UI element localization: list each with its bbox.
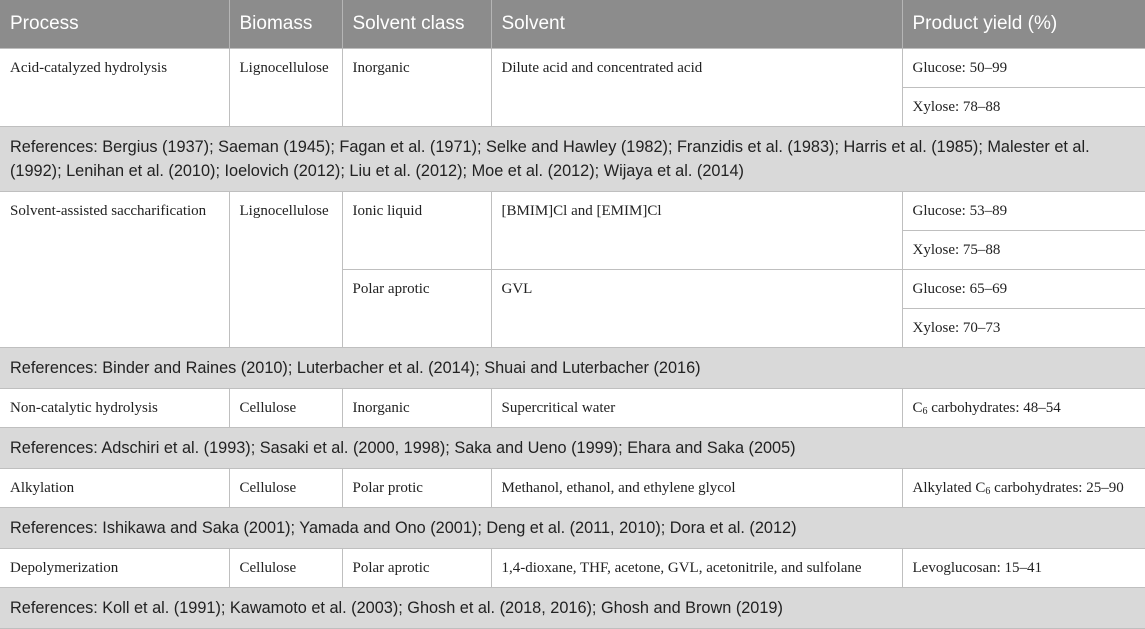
process-cell: Acid-catalyzed hydrolysis (0, 49, 229, 127)
yield-subscript: 6 (985, 486, 991, 497)
references-cell: References: Bergius (1937); Saeman (1945); Fagan et al. (1971); Selke and Hawley (1982); Franzidis et al. (1983); Harris et al. (1985); Malester et al. (1992); Lenihan et al. (2010); Ioelovich (2012); Liu et al. (2012); Moe et al. (2012); Wijaya et al. (2014) (0, 127, 1145, 192)
header-biomass: Biomass (229, 0, 342, 49)
references-cell: References: Binder and Raines (2010); Luterbacher et al. (2014); Shuai and Luterbacher (2016) (0, 348, 1145, 389)
solvent-class-cell: Ionic liquid (342, 192, 491, 270)
process-cell: Solvent-assisted saccharification (0, 192, 229, 348)
process-cell: Alkylation (0, 469, 229, 508)
table-row (0, 549, 1145, 588)
yield-cell: Glucose: 65–69 (902, 270, 1145, 309)
yield-cell (902, 469, 1145, 508)
solvent-class-cell: Polar aprotic (342, 270, 491, 348)
references-row (0, 588, 1145, 629)
header-solvent-class: Solvent class (342, 0, 491, 49)
process-cell: Depolymerization (0, 549, 229, 588)
header-process: Process (0, 0, 229, 49)
yield-cell: Glucose: 50–99 (902, 49, 1145, 88)
yield-cell: Glucose: 53–89 (902, 192, 1145, 231)
references-row (0, 348, 1145, 389)
references-row (0, 508, 1145, 549)
header-product-yield: Product yield (%) (902, 0, 1145, 49)
yield-subscript: 6 (922, 406, 928, 417)
biomass-cell: Lignocellulose (229, 192, 342, 348)
solvent-class-cell: Inorganic (342, 49, 491, 127)
yield-cell (902, 389, 1145, 428)
table-row (0, 389, 1145, 428)
yield-cell: Xylose: 78–88 (902, 88, 1145, 127)
yield-suffix: carbohydrates: 48–54 (927, 400, 1061, 416)
biomass-cell: Cellulose (229, 469, 342, 508)
yield-cell: Levoglucosan: 15–41 (902, 549, 1145, 588)
references-cell: References: Koll et al. (1991); Kawamoto et al. (2003); Ghosh et al. (2018, 2016); Ghosh and Brown (2019) (0, 588, 1145, 629)
process-cell: Non-catalytic hydrolysis (0, 389, 229, 428)
yield-cell: Xylose: 75–88 (902, 231, 1145, 270)
solvent-cell: Supercritical water (491, 389, 902, 428)
biomass-cell: Cellulose (229, 549, 342, 588)
references-cell: References: Ishikawa and Saka (2001); Yamada and Ono (2001); Deng et al. (2011, 2010); Dora et al. (2012) (0, 508, 1145, 549)
solvent-cell: 1,4-dioxane, THF, acetone, GVL, acetonitrile, and sulfolane (491, 549, 902, 588)
references-row (0, 428, 1145, 469)
solvent-cell: Dilute acid and concentrated acid (491, 49, 902, 127)
biomass-cell: Cellulose (229, 389, 342, 428)
yield-cell: Xylose: 70–73 (902, 309, 1145, 348)
table-row (0, 49, 1145, 88)
references-cell: References: Adschiri et al. (1993); Sasaki et al. (2000, 1998); Saka and Ueno (1999); Ehara and Saka (2005) (0, 428, 1145, 469)
table-header (0, 0, 1145, 49)
references-row (0, 127, 1145, 192)
solvent-class-cell: Polar aprotic (342, 549, 491, 588)
solvent-class-cell: Inorganic (342, 389, 491, 428)
solvent-cell: GVL (491, 270, 902, 348)
table-row (0, 469, 1145, 508)
yield-prefix: Alkylated C (912, 480, 986, 496)
table-row (0, 192, 1145, 231)
biomass-cell: Lignocellulose (229, 49, 342, 127)
solvent-class-cell: Polar protic (342, 469, 491, 508)
yield-suffix: carbohydrates: 25–90 (990, 480, 1124, 496)
header-solvent: Solvent (491, 0, 902, 49)
solvent-cell: Methanol, ethanol, and ethylene glycol (491, 469, 902, 508)
yield-prefix: C (912, 400, 923, 416)
solvent-cell: [BMIM]Cl and [EMIM]Cl (491, 192, 902, 270)
